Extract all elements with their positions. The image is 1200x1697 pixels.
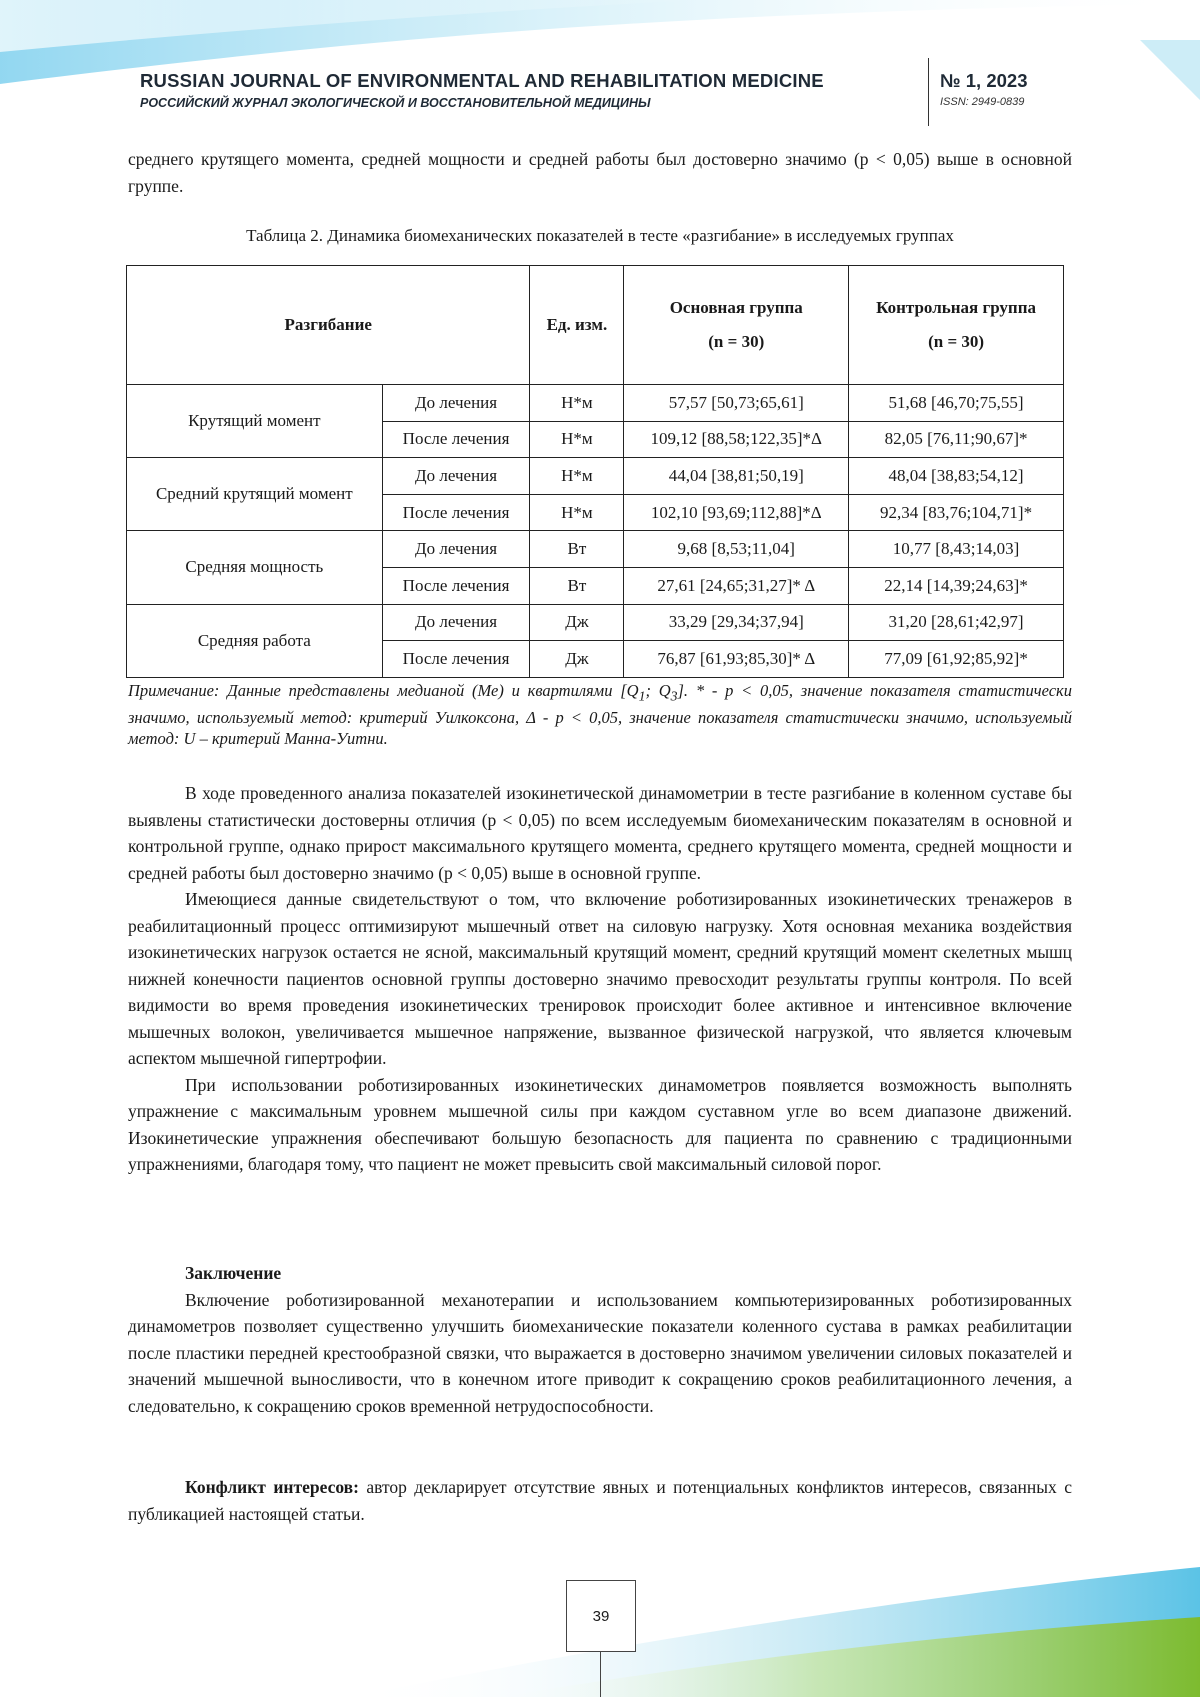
note-sub-q1: 1 [638,688,646,704]
stage-cell: До лечения [382,531,530,568]
stage-cell: До лечения [382,385,530,422]
stage-cell: После лечения [382,567,530,604]
main-group-cell: 27,61 [24,65;31,27]* Δ [624,567,849,604]
header-divider [928,58,929,126]
unit-cell: Дж [530,641,624,678]
stage-cell: До лечения [382,458,530,495]
page-number: 39 [566,1580,636,1652]
control-group-cell: 22,14 [14,39;24,63]* [849,567,1064,604]
note-sub-q3: 3 [670,688,678,704]
main-group-cell: 57,57 [50,73;65,61] [624,385,849,422]
note-prefix: Примечание: Данные представлены медианой (Ме) и квартилями [Q [128,681,639,700]
main-group-cell: 9,68 [8,53;11,04] [624,531,849,568]
unit-cell: Вт [530,531,624,568]
main-group-cell: 109,12 [88,58;122,35]*Δ [624,421,849,458]
unit-cell: Н*м [530,494,624,531]
conflict-label: Конфликт интересов: [185,1477,359,1497]
header-control-group-title: Контрольная группа [876,298,1037,317]
paragraph: В ходе проведенного анализа показателей изокинетической динамометрии в тесте разгибание в коленном суставе бы выявлены статистически достоверны отличия (р < 0,05) по всем исследуемым биомеханическим показателям в основной и контрольной группе, однако прирост максимального крутящего момента, среднего крутящего момента, средней мощности и средней работы был достоверно значимо (р < 0,05) выше в основной группе. [128,783,1072,883]
page-number-stem [600,1652,601,1697]
control-group-cell: 82,05 [76,11;90,67]* [849,421,1064,458]
group-name: Средняя работа [127,604,383,677]
stage-cell: После лечения [382,494,530,531]
unit-cell: Дж [530,604,624,641]
table-note [128,680,1072,750]
unit-cell: Н*м [530,421,624,458]
stage-cell: После лечения [382,421,530,458]
stage-cell: После лечения [382,641,530,678]
main-group-cell: 76,87 [61,93;85,30]* Δ [624,641,849,678]
discussion-block [128,780,1072,1178]
intro-text-block [128,146,1072,199]
unit-cell: Н*м [530,458,624,495]
conflict-paragraph [128,1474,1072,1527]
conflict-block [128,1474,1072,1527]
group-name: Средний крутящий момент [127,458,383,531]
note-suffix: ]. * - р < 0,05, значение показателя статистически значимо, используемый метод: критерий Уилкоксона, Δ - р < 0,05, значение показателя статистически значимо, используемый метод: U – критерий Манна-Уитни. [128,681,1072,749]
conclusion-block [128,1260,1072,1419]
control-group-cell: 10,77 [8,43;14,03] [849,531,1064,568]
conclusion-heading: Заключение [185,1263,282,1283]
conflict-text: автор декларирует отсутствие явных и потенциальных конфликтов интересов, связанных с публикацией настоящей статьи. [128,1477,1072,1524]
table-row [127,458,1064,495]
group-name: Средняя мощность [127,531,383,604]
stage-cell: До лечения [382,604,530,641]
header-control-group-n: (n = 30) [928,332,985,351]
table-row [127,604,1064,641]
journal-header [140,62,1100,122]
main-group-cell: 102,10 [93,69;112,88]*Δ [624,494,849,531]
header-extension: Разгибание [127,266,530,385]
table-caption: Таблица 2. Динамика биомеханических показателей в тесте «разгибание» в исследуемых группах [246,226,954,245]
table-header-row [127,266,1064,385]
header-main-group [624,266,849,385]
group-name: Крутящий момент [127,385,383,458]
control-group-cell: 51,68 [46,70;75,55] [849,385,1064,422]
header-main-group-title: Основная группа [669,298,803,317]
paragraph: При использовании роботизированных изокинетических динамометров появляется возможность выполнять упражнение с максимальным уровнем мышечной силы при каждом суставном угле во всем диапазоне движений. Изокинетические упражнения обеспечивают большую безопасность для пациента по сравнению с традиционными упражнениями, благодаря тому, что пациент не может превысить свой максимальный силовой порог. [128,1074,1072,1174]
table-row [127,385,1064,422]
main-group-cell: 33,29 [29,34;37,94] [624,604,849,641]
table-row [127,531,1064,568]
unit-cell: Н*м [530,385,624,422]
control-group-cell: 92,34 [83,76;104,71]* [849,494,1064,531]
paragraph: Имеющиеся данные свидетельствуют о том, что включение роботизированных изокинетических тренажеров в реабилитационный процесс оптимизируют мышечный ответ на силовую нагрузку. Хотя основная механика воздействия изокинетических нагрузок остается не ясной, максимальный крутящий момент, средний крутящий момент скелетных мышц нижней конечности пациентов основной группы достоверно значимо превосходит результаты группы контроля. По всей видимости во время проведения изокинетических тренировок происходит более активное и интенсивное включение мышечных волокон, увеличивается мышечное напряжение, вызванное физической нагрузкой, что является ключевым аспектом мышечной гипертрофии. [128,889,1072,1068]
conclusion-text: Включение роботизированной механотерапии и использованием компьютеризированных роботизированных динамометров позволяет существенно улучшить биомеханические показатели коленного сустава в рамках реабилитации после пластики передней крестообразной связки, что выражается в достоверно значимом увеличении силовых показателей и значений мышечной выносливости, что в конечном итоге приводит к сокращению сроков реабилитационного лечения, а следовательно, к сокращению сроков временной нетрудоспособности. [128,1289,1072,1416]
results-table [126,265,1064,678]
issue-number: № 1, 2023 [940,70,1028,91]
journal-title-ru: РОССИЙСКИЙ ЖУРНАЛ ЭКОЛОГИЧЕСКОЙ И ВОССТАНОВИТЕЛЬНОЙ МЕДИЦИНЫ [140,96,651,110]
journal-title-en: RUSSIAN JOURNAL OF ENVIRONMENTAL AND REHABILITATION MEDICINE [140,70,824,91]
issn: ISSN: 2949-0839 [940,96,1025,108]
control-group-cell: 77,09 [61,92;85,92]* [849,641,1064,678]
unit-cell: Вт [530,567,624,604]
header-control-group [849,266,1064,385]
control-group-cell: 48,04 [38,83;54,12] [849,458,1064,495]
header-main-group-n: (n = 30) [708,332,765,351]
main-group-cell: 44,04 [38,81;50,19] [624,458,849,495]
intro-paragraph: среднего крутящего момента, средней мощности и средней работы был достоверно значимо (р < 0,05) выше в основной группе. [128,149,1072,196]
control-group-cell: 31,20 [28,61;42,97] [849,604,1064,641]
note-mid: ; Q [645,681,671,700]
header-unit: Ед. изм. [530,266,624,385]
